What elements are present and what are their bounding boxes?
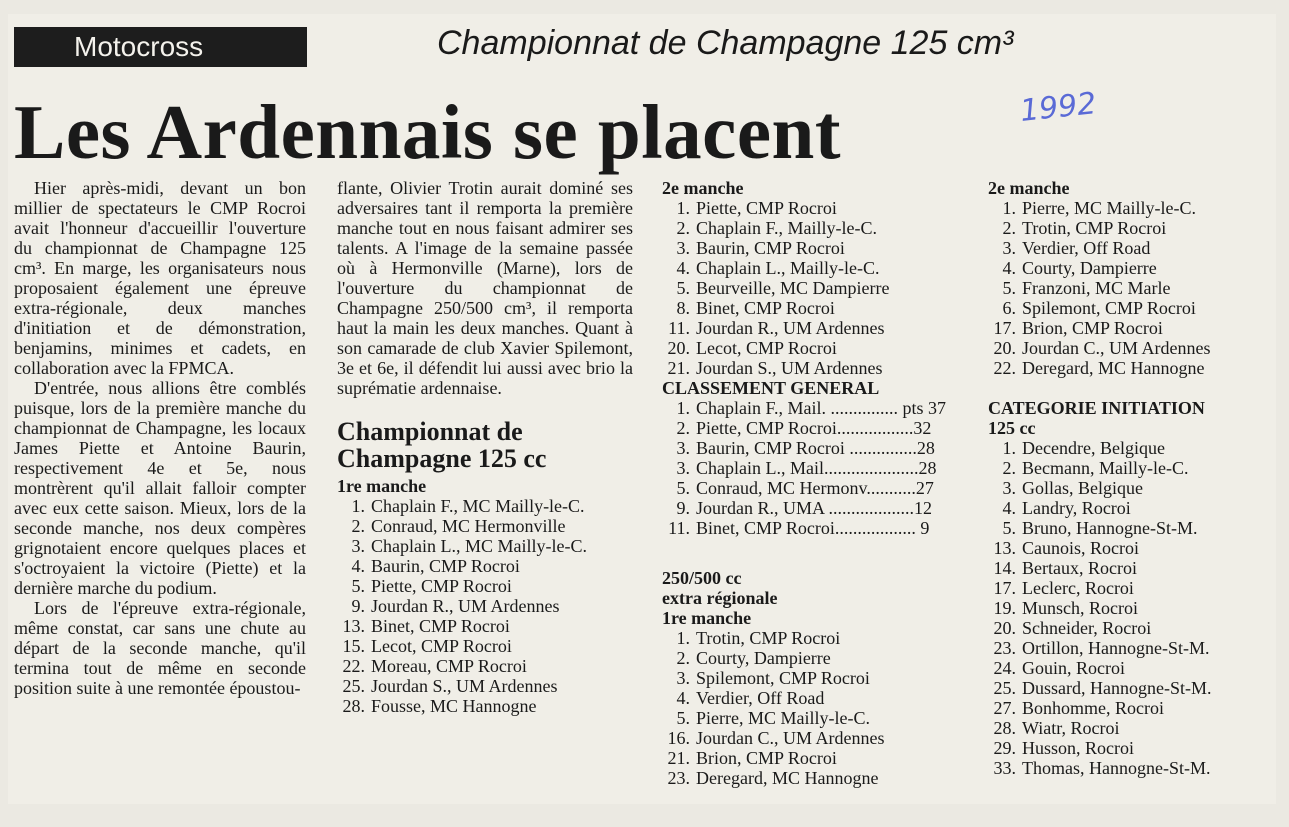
result-row [662, 648, 962, 668]
result-row [988, 318, 1238, 338]
result-name: Jourdan C., UM Ardennes [1022, 338, 1211, 358]
result-position: 2. [676, 418, 690, 438]
initiation-list [988, 438, 1238, 778]
article-paragraph: flante, Olivier Trotin aurait dominé ses adversaires tant il remporta la première manche tout en nous faisant admirer ses talents. A l'image de la semaine passée où à Hermonville (Marne), lors de l'ouverture du championnat de Champagne 250/500 cm³, il remporta haut la main les deux manches. Quant à son camarade de club Xavier Spilemont, 3e et 6e, il défendit lui aussi avec brio la suprématie ardennaise. [337, 178, 633, 398]
result-name: Schneider, Rocroi [1022, 618, 1152, 638]
result-position: 25. [993, 678, 1016, 698]
c250-manche1-list [662, 628, 962, 788]
result-position: 5. [676, 278, 690, 298]
result-row [988, 698, 1238, 718]
result-row [662, 748, 962, 768]
result-name: Binet, CMP Rocroi.................. 9 [696, 518, 930, 538]
result-position: 24. [993, 658, 1016, 678]
result-name: Becmann, Mailly-le-C. [1022, 458, 1189, 478]
result-position: 5. [676, 708, 690, 728]
result-row [988, 258, 1238, 278]
result-name: Bonhomme, Rocroi [1022, 698, 1164, 718]
result-position: 29. [993, 738, 1016, 758]
result-row [662, 768, 962, 788]
result-position: 11. [668, 318, 690, 338]
general-ranking-list [662, 398, 962, 538]
result-name: Trotin, CMP Rocroi [1022, 218, 1167, 238]
result-row [988, 718, 1238, 738]
result-name: Chaplain L., Mailly-le-C. [696, 258, 880, 278]
result-position: 22. [342, 656, 365, 676]
result-position: 27. [993, 698, 1016, 718]
result-name: Verdier, Off Road [1022, 238, 1151, 258]
result-row [988, 518, 1238, 538]
result-row [662, 668, 962, 688]
result-row [662, 218, 962, 238]
result-name: Caunois, Rocroi [1022, 538, 1139, 558]
result-row [337, 556, 633, 576]
section-kicker: Motocross [14, 27, 307, 67]
result-row [988, 338, 1238, 358]
result-row [662, 518, 962, 538]
result-row [662, 358, 962, 378]
article-paragraph: D'entrée, nous allions être comblés puisque, lors de la première manche du championnat de Champagne, les locaux James Piette et Antoine Baurin, respectivement 4e et 5e, nous montrèrent qu'il allait falloir compter avec eux cette saison. Mieux, lors de la seconde manche, nos deux compères grignotaient encore quelques places et s'octroyaient la victoire (Piette) et la dernière marche du podium. [14, 378, 306, 598]
result-position: 20. [667, 338, 690, 358]
result-row [662, 318, 962, 338]
result-row [988, 738, 1238, 758]
result-position: 21. [667, 748, 690, 768]
c250-manche2-list [988, 198, 1238, 378]
result-name: Deregard, MC Hannogne [1022, 358, 1205, 378]
result-position: 28. [993, 718, 1016, 738]
result-name: Baurin, CMP Rocroi ...............28 [696, 438, 935, 458]
result-name: Pierre, MC Mailly-le-C. [696, 708, 870, 728]
result-name: Courty, Dampierre [696, 648, 831, 668]
article-headline: Les Ardennais se placent [14, 89, 841, 175]
result-row [337, 676, 633, 696]
result-row [662, 398, 962, 418]
result-position: 5. [676, 478, 690, 498]
result-name: Gollas, Belgique [1022, 478, 1143, 498]
result-position: 6. [1002, 298, 1016, 318]
result-row [662, 258, 962, 278]
result-position: 33. [993, 758, 1016, 778]
result-row [988, 758, 1238, 778]
result-position: 9. [676, 498, 690, 518]
result-row [337, 536, 633, 556]
result-row [662, 688, 962, 708]
result-position: 20. [993, 618, 1016, 638]
result-row [988, 198, 1238, 218]
c250-manche1-label: 1re manche [662, 608, 752, 628]
result-row [988, 598, 1238, 618]
result-position: 4. [676, 258, 690, 278]
result-name: Jourdan R., UM Ardennes [371, 596, 560, 616]
result-position: 9. [351, 596, 365, 616]
result-position: 25. [342, 676, 365, 696]
result-position: 1. [676, 398, 690, 418]
result-name: Spilemont, CMP Rocroi [696, 668, 870, 688]
results-column-4 [988, 178, 1238, 778]
result-position: 2. [676, 648, 690, 668]
article-column-2 [337, 178, 633, 716]
result-name: Binet, CMP Rocroi [371, 616, 510, 636]
c250-title: 250/500 cc [662, 568, 742, 588]
result-name: Baurin, CMP Rocroi [371, 556, 520, 576]
result-row [988, 618, 1238, 638]
result-row [662, 708, 962, 728]
c250-manche2-label: 2e manche [988, 178, 1070, 198]
article-column-1 [14, 178, 306, 698]
result-row [662, 198, 962, 218]
handwritten-year: 1992 [1018, 86, 1098, 129]
result-position: 1. [1002, 198, 1016, 218]
result-position: 4. [1002, 258, 1016, 278]
initiation-subtitle: 125 cc [988, 418, 1036, 438]
result-position: 5. [351, 576, 365, 596]
result-name: Decendre, Belgique [1022, 438, 1165, 458]
general-ranking-label: CLASSEMENT GENERAL [662, 378, 880, 398]
result-name: Jourdan R., UM Ardennes [696, 318, 885, 338]
result-position: 1. [351, 496, 365, 516]
result-position: 2. [676, 218, 690, 238]
result-name: Lecot, CMP Rocroi [696, 338, 837, 358]
initiation-title: CATEGORIE INITIATION [988, 398, 1205, 418]
result-row [988, 438, 1238, 458]
result-row [988, 678, 1238, 698]
result-row [988, 658, 1238, 678]
result-position: 20. [993, 338, 1016, 358]
result-name: Jourdan S., UM Ardennes [696, 358, 883, 378]
c125-manche2-list [662, 198, 962, 378]
result-position: 16. [667, 728, 690, 748]
result-position: 13. [342, 616, 365, 636]
result-name: Piette, CMP Rocroi.................32 [696, 418, 932, 438]
result-row [662, 238, 962, 258]
result-name: Conraud, MC Hermonville [371, 516, 566, 536]
result-name: Brion, CMP Rocroi [696, 748, 837, 768]
result-position: 2. [351, 516, 365, 536]
result-position: 23. [667, 768, 690, 788]
c125-manche1-label: 1re manche [337, 476, 427, 496]
result-name: Chaplain F., MC Mailly-le-C. [371, 496, 585, 516]
result-name: Baurin, CMP Rocroi [696, 238, 845, 258]
c250-subtitle: extra régionale [662, 588, 778, 608]
result-row [337, 636, 633, 656]
result-name: Chaplain L., MC Mailly-le-C. [371, 536, 587, 556]
result-row [988, 458, 1238, 478]
result-row [662, 478, 962, 498]
result-row [662, 298, 962, 318]
result-name: Verdier, Off Road [696, 688, 825, 708]
result-name: Brion, CMP Rocroi [1022, 318, 1163, 338]
result-name: Courty, Dampierre [1022, 258, 1157, 278]
result-row [662, 278, 962, 298]
result-position: 2. [1002, 218, 1016, 238]
result-position: 13. [993, 538, 1016, 558]
article-subhead: Championnat de Champagne 125 cm³ [437, 24, 1014, 62]
result-row [988, 538, 1238, 558]
result-row [988, 278, 1238, 298]
result-name: Piette, CMP Rocroi [371, 576, 512, 596]
result-position: 5. [1002, 518, 1016, 538]
result-position: 3. [676, 458, 690, 478]
result-position: 3. [676, 238, 690, 258]
result-name: Chaplain L., Mail.....................28 [696, 458, 937, 478]
result-name: Chaplain F., Mail. ............... pts 37 [696, 398, 947, 418]
result-position: 15. [342, 636, 365, 656]
result-name: Leclerc, Rocroi [1022, 578, 1134, 598]
result-name: Jourdan R., UMA ...................12 [696, 498, 933, 518]
result-name: Ortillon, Hannogne-St-M. [1022, 638, 1210, 658]
result-position: 22. [993, 358, 1016, 378]
result-row [337, 696, 633, 716]
result-position: 14. [993, 558, 1016, 578]
result-position: 3. [1002, 478, 1016, 498]
article-paragraph: Hier après-midi, devant un bon millier de spectateurs le CMP Rocroi avait l'honneur d'accueillir l'ouverture du championnat de Champagne 125 cm³. En marge, les organisateurs nous proposaient également une épreuve extra-régionale, deux manches d'initiation et de démonstration, benjamins, minimes et cadets, en collaboration avec la FPMCA. [14, 178, 306, 378]
result-name: Franzoni, MC Marle [1022, 278, 1171, 298]
result-row [988, 358, 1238, 378]
result-position: 2. [1002, 458, 1016, 478]
result-position: 1. [1002, 438, 1016, 458]
result-name: Trotin, CMP Rocroi [696, 628, 841, 648]
result-row [988, 298, 1238, 318]
result-position: 1. [676, 198, 690, 218]
result-name: Wiatr, Rocroi [1022, 718, 1120, 738]
result-name: Gouin, Rocroi [1022, 658, 1125, 678]
result-name: Conraud, MC Hermonv...........27 [696, 478, 934, 498]
result-row [988, 218, 1238, 238]
result-position: 11. [668, 518, 690, 538]
result-position: 4. [1002, 498, 1016, 518]
result-name: Piette, CMP Rocroi [696, 198, 837, 218]
result-position: 17. [993, 318, 1016, 338]
result-row [662, 418, 962, 438]
result-name: Spilemont, CMP Rocroi [1022, 298, 1196, 318]
result-row [337, 576, 633, 596]
result-position: 23. [993, 638, 1016, 658]
result-name: Moreau, CMP Rocroi [371, 656, 527, 676]
result-row [337, 616, 633, 636]
results-column-3 [662, 178, 962, 788]
result-row [988, 558, 1238, 578]
result-name: Beurveille, MC Dampierre [696, 278, 890, 298]
result-name: Husson, Rocroi [1022, 738, 1134, 758]
result-row [988, 578, 1238, 598]
result-position: 28. [342, 696, 365, 716]
result-row [337, 656, 633, 676]
result-name: Chaplain F., Mailly-le-C. [696, 218, 878, 238]
result-row [662, 498, 962, 518]
c125-manche2-label: 2e manche [662, 178, 744, 198]
result-row [662, 338, 962, 358]
result-name: Thomas, Hannogne-St-M. [1022, 758, 1211, 778]
result-position: 4. [351, 556, 365, 576]
result-position: 21. [667, 358, 690, 378]
result-name: Bertaux, Rocroi [1022, 558, 1137, 578]
result-name: Jourdan S., UM Ardennes [371, 676, 558, 696]
result-row [988, 498, 1238, 518]
result-name: Binet, CMP Rocroi [696, 298, 835, 318]
result-name: Pierre, MC Mailly-le-C. [1022, 198, 1196, 218]
result-name: Dussard, Hannogne-St-M. [1022, 678, 1212, 698]
result-row [988, 238, 1238, 258]
result-position: 3. [676, 438, 690, 458]
result-position: 3. [676, 668, 690, 688]
result-name: Munsch, Rocroi [1022, 598, 1138, 618]
result-name: Bruno, Hannogne-St-M. [1022, 518, 1198, 538]
championship-125-title: Championnat de Champagne 125 cc [337, 417, 547, 473]
article-paragraph: Lors de l'épreuve extra-régionale, même constat, car sans une chute au départ de la seconde manche, qu'il termina tout de même en seconde position suite à une remontée époustou- [14, 598, 306, 698]
result-row [988, 478, 1238, 498]
result-position: 8. [676, 298, 690, 318]
result-position: 3. [1002, 238, 1016, 258]
result-position: 17. [993, 578, 1016, 598]
result-row [337, 516, 633, 536]
result-name: Deregard, MC Hannogne [696, 768, 879, 788]
result-row [662, 458, 962, 478]
result-position: 1. [676, 628, 690, 648]
c125-manche1-list [337, 496, 633, 716]
result-name: Landry, Rocroi [1022, 498, 1131, 518]
result-row [662, 628, 962, 648]
result-row [662, 438, 962, 458]
result-row [337, 596, 633, 616]
result-row [662, 728, 962, 748]
result-position: 4. [676, 688, 690, 708]
result-position: 19. [993, 598, 1016, 618]
result-name: Lecot, CMP Rocroi [371, 636, 512, 656]
result-name: Jourdan C., UM Ardennes [696, 728, 885, 748]
result-row [337, 496, 633, 516]
result-name: Fousse, MC Hannogne [371, 696, 537, 716]
result-position: 5. [1002, 278, 1016, 298]
result-row [988, 638, 1238, 658]
result-position: 3. [351, 536, 365, 556]
